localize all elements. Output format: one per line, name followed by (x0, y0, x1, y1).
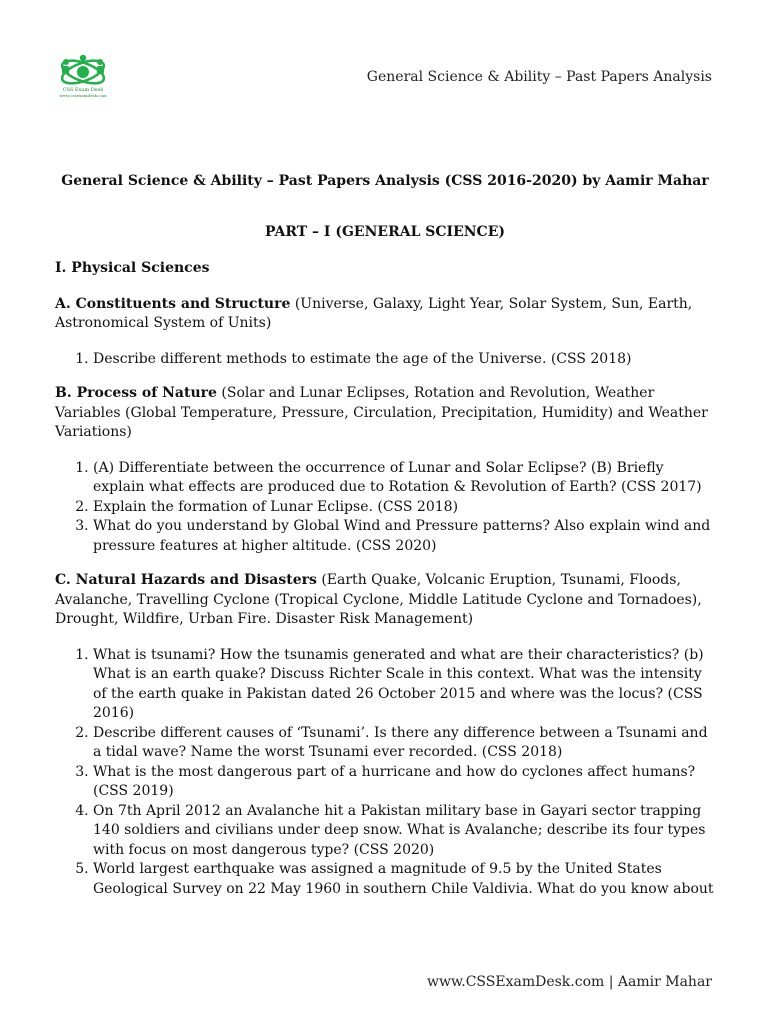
subsection-a (55, 295, 715, 334)
list-item: 5. World largest earthquake was assigned a magnitude of 9.5 by the United States Geological Survey on 22 May 1960 in southern Chile Valdivia. What do you know about (93, 860, 715, 899)
question-list-b (55, 459, 715, 557)
logo-text: CSS Exam Desk (62, 87, 104, 93)
footer-text: www.CSSExamDesk.com | Aamir Mahar (426, 974, 712, 990)
subsection-heading: A. Constituents and Structure (55, 295, 291, 312)
list-item: 1. (A) Differentiate between the occurrence of Lunar and Solar Eclipse? (B) Briefly explain what effects are produced due to Rotation & Revolution of Earth? (CSS 2017) (93, 459, 715, 498)
list-item: 3. What is the most dangerous part of a hurricane and how do cyclones affect humans? (CSS 2019) (93, 763, 715, 802)
document-title: General Science & Ability – Past Papers Analysis (CSS 2016-2020) by Aamir Mahar (61, 173, 709, 189)
logo-caption (48, 88, 118, 98)
list-item: 3. What do you understand by Global Wind and Pressure patterns? Also explain wind and pressure features at higher altitude. (CSS 2020) (93, 517, 715, 556)
document-body (55, 172, 715, 914)
list-item: 1. What is tsunami? How the tsunamis generated and what are their characteristics? (b) What is an earth quake? Discuss Richter Scale in this context. What was the intensity of the earth quake in Pakistan dated 26 October 2015 and where was the locus? (CSS 2016) (93, 646, 715, 724)
list-item: 1. Describe different methods to estimate the age of the Universe. (CSS 2018) (93, 350, 715, 370)
subsection-c (55, 571, 715, 630)
subsection-heading: B. Process of Nature (55, 385, 217, 401)
subsection-b (55, 384, 715, 443)
list-item: 4. On 7th April 2012 an Avalanche hit a Pakistan military base in Gayari sector trapping 140 soldiers and civilians under deep snow. What is Avalanche; describe its four types with focus on most dangerous type? (CSS 2020) (93, 802, 715, 861)
question-list-c (55, 646, 715, 900)
logo-emblem-icon (54, 52, 112, 92)
question-list-a (55, 350, 715, 370)
list-item: 2. Explain the formation of Lunar Eclipse. (CSS 2018) (93, 498, 715, 518)
subsection-desc: (Earth Quake, Volcanic Eruption, Tsunami, Floods, Avalanche, Travelling Cyclone (Tropical Cyclone, Middle Latitude Cyclone and Tornadoes), Drought, Wildfire, Urban Fire. Disaster Risk Management) (55, 572, 702, 627)
subsection-desc: (Universe, Galaxy, Light Year, Solar System, Sun, Earth, Astronomical System of Units) (55, 295, 693, 331)
subsection-desc: (Solar and Lunar Eclipses, Rotation and Revolution, Weather Variables (Global Temperature, Pressure, Circulation, Precipitation, Humidity) and Weather Variations) (55, 385, 708, 440)
header-title: General Science & Ability – Past Papers Analysis (366, 69, 712, 85)
subsection-heading: C. Natural Hazards and Disasters (55, 572, 317, 588)
section-title: I. Physical Sciences (55, 260, 210, 276)
logo-url: www.cssexamdesk.com (59, 93, 107, 98)
part-title: PART – I (GENERAL SCIENCE) (265, 223, 505, 240)
list-item: 2. Describe different causes of ‘Tsunami’. Is there any difference between a Tsunami and a tidal wave? Name the worst Tsunami ever recorded. (CSS 2018) (93, 724, 715, 763)
